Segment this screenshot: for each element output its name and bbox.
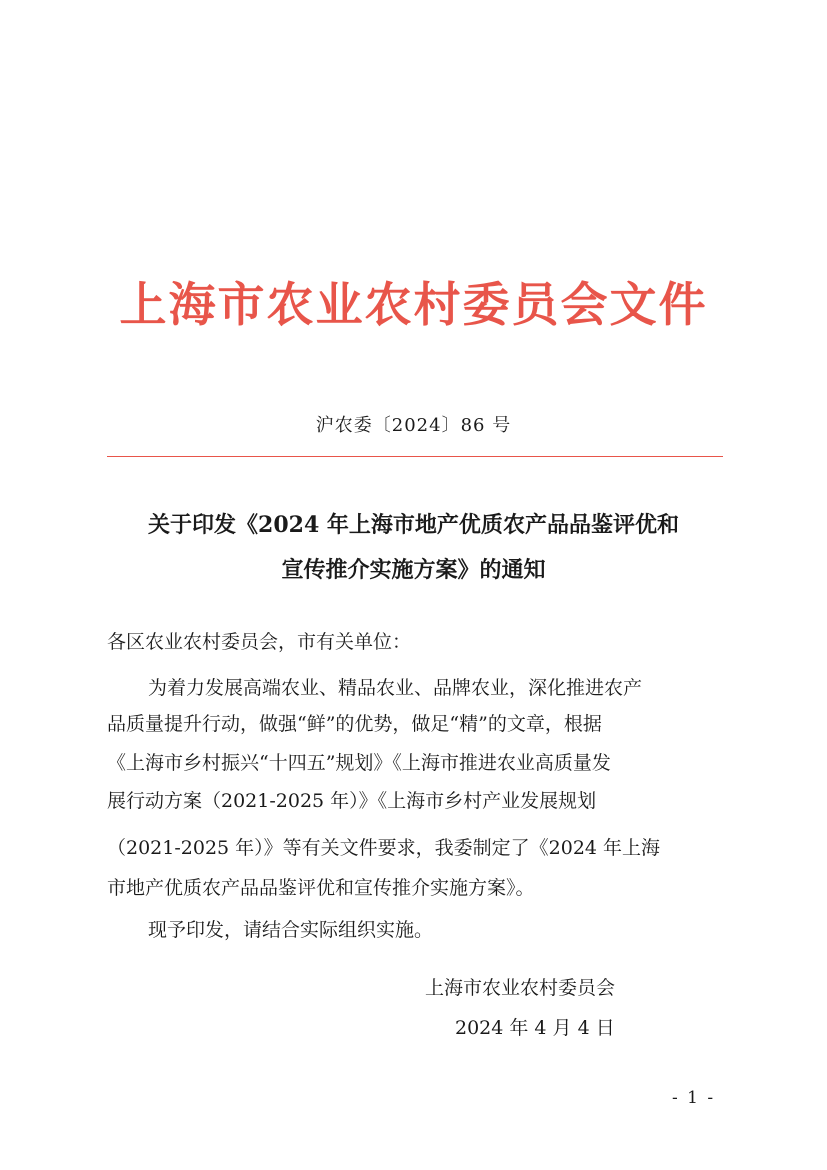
masthead-title: 上海市农业农村委员会文件 (119, 278, 708, 333)
notice-title-line-2: 宣传推介实施方案》的通知 (281, 557, 546, 583)
signature-organization: 上海市农业农村委员会 (425, 977, 616, 999)
body-line-5: （2021-2025 年）》等有关文件要求，我委制定了《2024 年上海 (107, 837, 661, 859)
document-number: 沪农委〔2024〕86 号 (315, 415, 512, 436)
red-divider-line (107, 456, 723, 457)
body-line-6: 市地产优质农产品品鉴评优和宣传推介实施方案》。 (107, 877, 535, 899)
body-line-2: 品质量提升行动，做强“鲜”的优势，做足“精”的文章，根据 (107, 713, 602, 735)
salutation: 各区农业农村委员会，市有关单位： (107, 631, 412, 653)
body-line-7: 现予印发，请结合实际组织实施。 (148, 919, 434, 941)
page-number: - 1 - (672, 1088, 716, 1108)
signature-date: 2024 年 4 月 4 日 (455, 1017, 615, 1039)
notice-title-line-1: 关于印发《2024 年上海市地产优质农产品品鉴评优和 (148, 512, 679, 538)
body-line-1: 为着力发展高端农业、精品农业、品牌农业，深化推进农产 (148, 677, 643, 699)
body-line-3: 《上海市乡村振兴“十四五”规划》《上海市推进农业高质量发 (107, 752, 611, 774)
body-line-4: 展行动方案（2021-2025 年）》《上海市乡村产业发展规划 (107, 790, 597, 812)
